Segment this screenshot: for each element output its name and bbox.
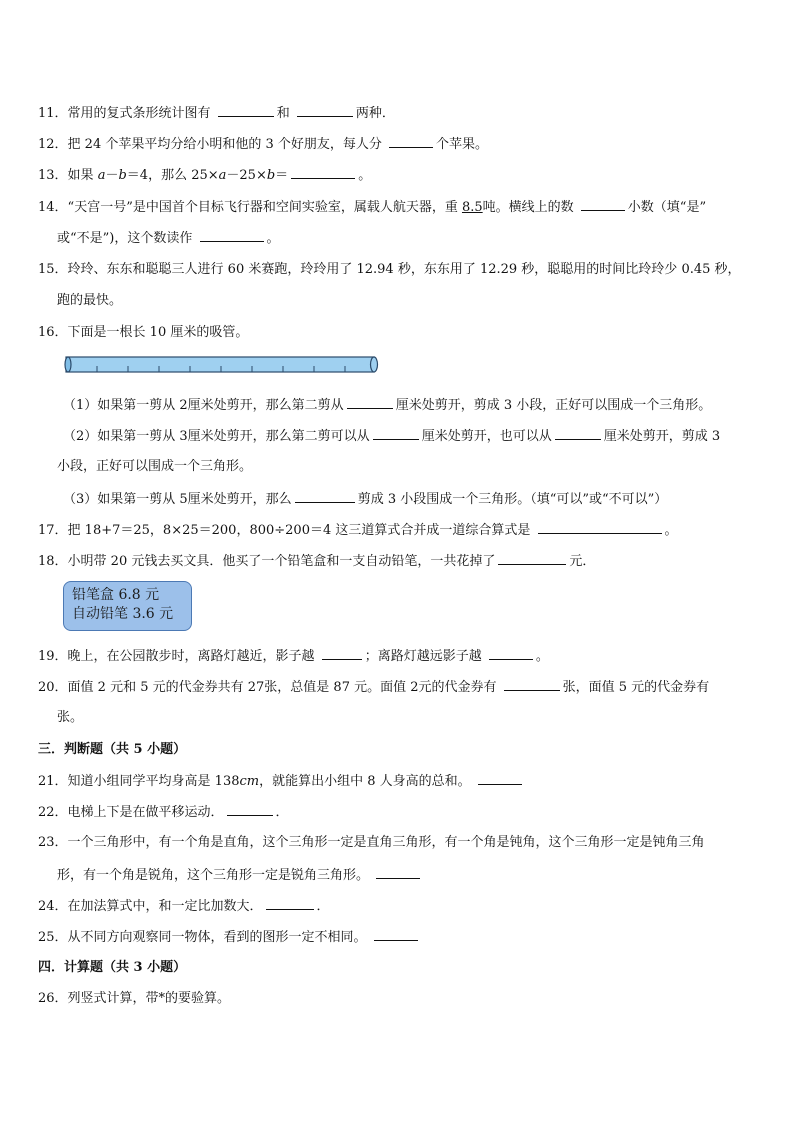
price-box <box>63 581 192 631</box>
question-18: 18．小明带 20 元钱去买文具．他买了一个铅笔盒和一支自动铅笔，一共花掉了 元． <box>38 554 596 569</box>
question-13: 13．如果 a－b＝4，那么 25×a－25×b＝ 。 <box>38 168 372 183</box>
question-16-part2: （2）如果第一剪从 3厘米处剪开，那么第二剪可以从 厘米处剪开，也可以从 厘米处剪开，剪成 3 <box>63 429 721 444</box>
question-26: 26．列竖式计算，带*的要验算。 <box>38 991 231 1006</box>
question-24: 24．在加法算式中，和一定比加数大． ． <box>38 899 330 914</box>
price-pencil-case: 铅笔盒 6.8 元 <box>72 587 160 603</box>
answer-blank[interactable] <box>376 866 420 879</box>
answer-blank[interactable] <box>218 104 274 117</box>
answer-blank[interactable] <box>478 772 522 785</box>
question-16-part1: （1）如果第一剪从 2厘米处剪开，那么第二剪从 厘米处剪开，剪成 3 小段，正好可以围成一个三角形。 <box>63 398 712 413</box>
question-16-part3: （3）如果第一剪从 5厘米处剪开，那么 剪成 3 小段围成一个三角形。（填“可以”或“不可以”） <box>63 492 668 507</box>
question-23-cont: 形，有一个角是锐角，这个三角形一定是锐角三角形。 <box>57 866 423 885</box>
question-11: 11．常用的复式条形统计图有 和 两种． <box>38 106 395 121</box>
answer-blank[interactable] <box>297 104 353 117</box>
answer-blank[interactable] <box>555 427 601 440</box>
answer-blank[interactable] <box>322 647 362 660</box>
answer-blank[interactable] <box>291 166 355 179</box>
straw-image <box>64 355 380 375</box>
answer-blank[interactable] <box>347 396 393 409</box>
section-heading-calculation: 四．计算题（共 3 小题） <box>38 960 187 975</box>
answer-blank[interactable] <box>581 198 625 211</box>
question-22: 22．电梯上下是在做平移运动． ． <box>38 805 289 820</box>
answer-blank[interactable] <box>504 678 560 691</box>
question-17: 17．把 18+7＝25，8×25＝200，800÷200＝4 这三道算式合并成一道综合算式是 。 <box>38 523 678 538</box>
answer-blank[interactable] <box>295 490 355 503</box>
question-20: 20．面值 2 元和 5 元的代金券共有 27张，总值是 87 元。面值 2元的代金券有 张，面值 5 元的代金券有 <box>38 680 710 695</box>
answer-blank[interactable] <box>266 897 314 910</box>
question-25: 25．从不同方向观察同一物体，看到的图形一定不相同。 <box>38 928 421 947</box>
question-19: 19．晚上，在公园散步时，离路灯越近，影子越 ；离路灯越远影子越 。 <box>38 649 549 664</box>
question-23: 23．一个三角形中，有一个角是直角，这个三角形一定是直角三角形，有一个角是钝角，这个三角形一定是钝角三角 <box>38 835 705 850</box>
answer-blank[interactable] <box>200 229 264 242</box>
answer-blank[interactable] <box>389 135 433 148</box>
answer-blank[interactable] <box>489 647 533 660</box>
answer-blank[interactable] <box>498 552 566 565</box>
question-16: 16．下面是一根长 10 厘米的吸管。 <box>38 325 249 340</box>
question-14-cont: 或“不是”)，这个数读作 。 <box>57 231 280 246</box>
question-14: 14．“天宫一号”是中国首个目标飞行器和空间实验室，属载人航天器，重 8.5吨。横线上的数 小数（填“是” <box>38 200 707 215</box>
price-mechanical-pencil: 自动铅笔 3.6 元 <box>72 606 174 622</box>
answer-blank[interactable] <box>538 521 662 534</box>
question-15: 15．玲玲、东东和聪聪三人进行 60 米赛跑，玲玲用了 12.94 秒，东东用了 12.29 秒，聪聪用的时间比玲玲少 0.45 秒， <box>38 262 741 277</box>
answer-blank[interactable] <box>373 427 419 440</box>
answer-blank[interactable] <box>227 803 273 816</box>
section-heading-judgement: 三．判断题（共 5 小题） <box>38 742 187 757</box>
question-16-part2-cont: 小段，正好可以围成一个三角形。 <box>57 459 253 474</box>
question-20-cont: 张。 <box>57 710 84 725</box>
answer-blank[interactable] <box>374 928 418 941</box>
question-12: 12．把 24 个苹果平均分给小明和他的 3 个好朋友，每人分 个苹果。 <box>38 137 489 152</box>
question-15-cont: 跑的最快。 <box>57 293 123 308</box>
question-21: 21．知道小组同学平均身高是 138cm，就能算出小组中 8 人身高的总和。 <box>38 772 525 791</box>
